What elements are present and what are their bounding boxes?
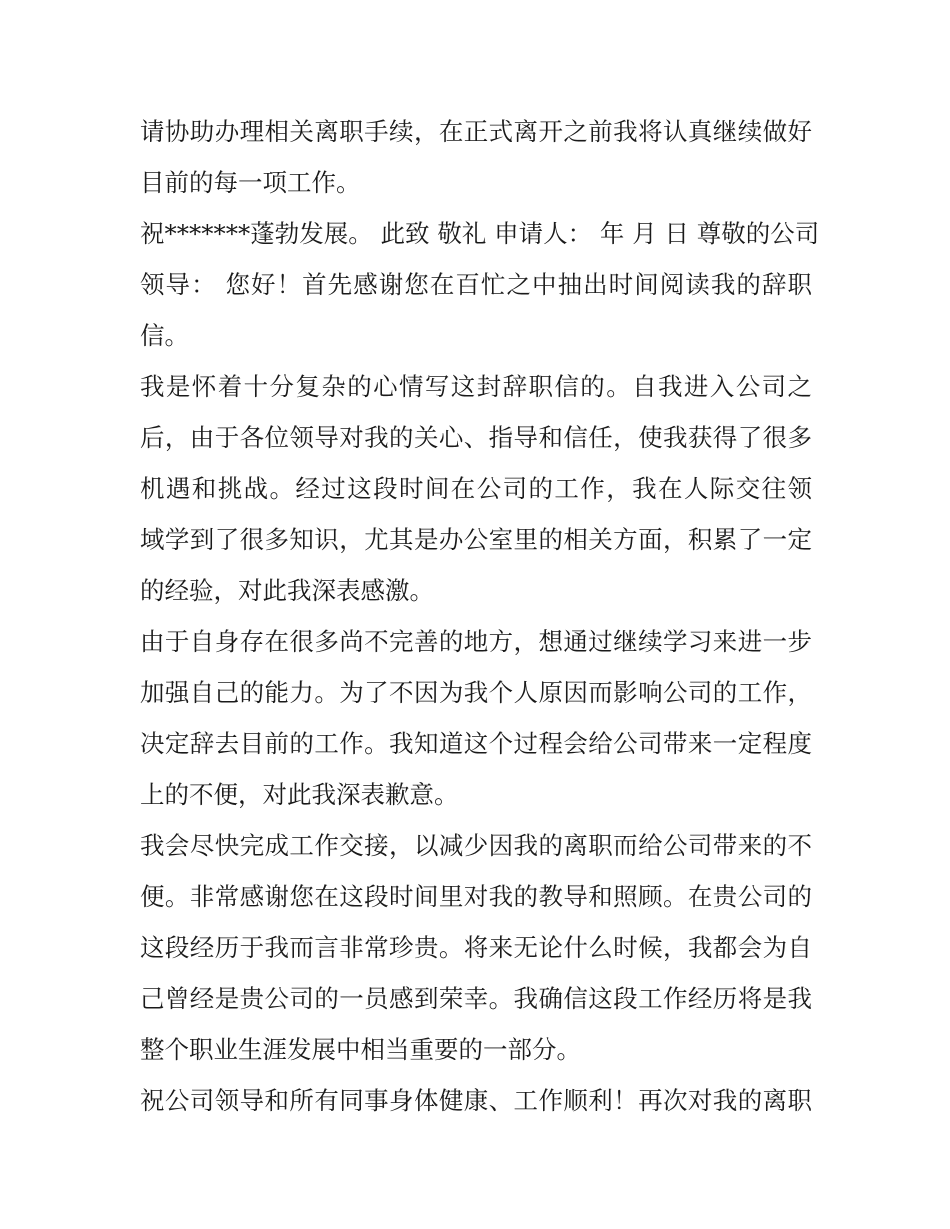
text-line: 我会尽快完成工作交接，以减少因我的离职而给公司带来的不 [140, 831, 812, 860]
text-line: 我是怀着十分复杂的心情写这封辞职信的。自我进入公司之 [140, 372, 812, 401]
text-line: 决定辞去目前的工作。我知道这个过程会给公司带来一定程度 [140, 729, 812, 758]
text-line: 后，由于各位领导对我的关心、指导和信任，使我获得了很多 [140, 423, 812, 452]
text-line: 加强自己的能力。为了不因为我个人原因而影响公司的工作， [140, 678, 812, 707]
text-line: 上的不便，对此我深表歉意。 [140, 780, 459, 809]
text-line: 的经验，对此我深表感激。 [140, 576, 434, 605]
text-line: 便。非常感谢您在这段时间里对我的教导和照顾。在贵公司的 [140, 882, 812, 911]
text-line: 目前的每一项工作。 [140, 168, 361, 197]
text-line: 祝公司领导和所有同事身体健康、工作顺利！再次对我的离职 [140, 1086, 812, 1115]
text-line: 这段经历于我而言非常珍贵。将来无论什么时候，我都会为自 [140, 933, 812, 962]
text-line: 信。 [140, 321, 189, 350]
text-line: 己曾经是贵公司的一员感到荣幸。我确信这段工作经历将是我 [140, 984, 812, 1013]
text-line: 域学到了很多知识，尤其是办公室里的相关方面，积累了一定 [140, 525, 812, 554]
text-line: 机遇和挑战。经过这段时间在公司的工作，我在人际交往领 [140, 474, 812, 503]
text-line: 由于自身存在很多尚不完善的地方，想通过继续学习来进一步 [140, 627, 812, 656]
document-body [140, 106, 820, 1126]
text-line: 领导： 您好！首先感谢您在百忙之中抽出时间阅读我的辞职 [140, 270, 812, 299]
text-line: 整个职业生涯发展中相当重要的一部分。 [140, 1035, 581, 1064]
text-line: 请协助办理相关离职手续，在正式离开之前我将认真继续做好 [140, 117, 812, 146]
text-line: 祝*******蓬勃发展。 此致 敬礼 申请人： 年 月 日 尊敬的公司 [140, 219, 820, 248]
